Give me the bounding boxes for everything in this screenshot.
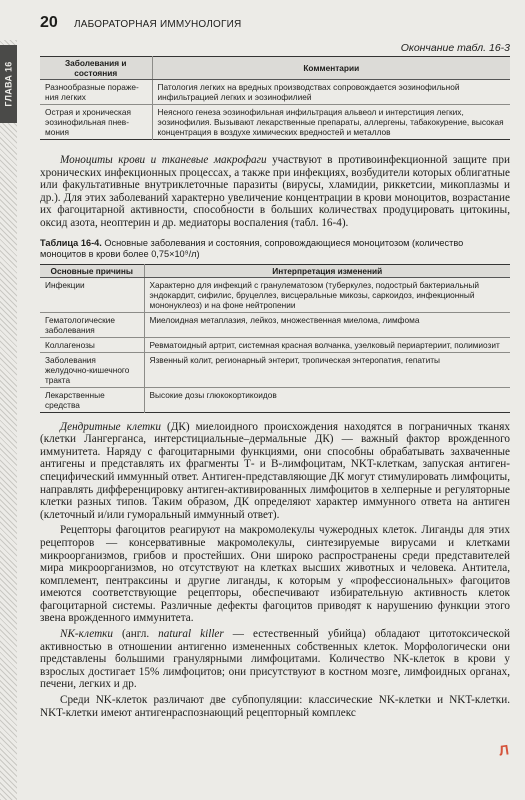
table-header-row <box>40 264 510 277</box>
table-row <box>40 312 510 337</box>
paragraph-text: (англ. <box>113 628 159 641</box>
paragraph-dendritic-cells <box>40 421 510 522</box>
column-header-interpretation: Интерпретация изменений <box>144 264 510 277</box>
column-header-causes: Основные причины <box>40 264 144 277</box>
table-cell-cause: Заболевания желудочно-кишечного тракта <box>40 352 144 387</box>
table-cell-disease: Острая и хроническая эозинофильная пнев-мония <box>40 105 152 140</box>
paragraph-lead-term: Моноциты крови и тканевые макрофаги <box>60 154 267 166</box>
table-cell-cause: Коллагенозы <box>40 337 144 352</box>
paragraph-english-term: natural killer <box>158 628 224 641</box>
running-title: ЛАБОРАТОРНАЯ ИММУНОЛОГИЯ <box>74 19 242 30</box>
table-row <box>40 80 510 105</box>
table-16-3-end <box>40 56 510 140</box>
table-cell-interpretation: Высокие дозы глюкокортикоидов <box>149 389 277 400</box>
table-cell-interpretation: Язвенный колит, регионарный энтерит, тропическая энтеропатия, гепатиты <box>144 352 510 387</box>
table-cell-interpretation: Ревматоидный артрит, системная красная волчанка, узелковый периартериит, полимиозит <box>144 337 510 352</box>
page-content <box>40 40 510 719</box>
table-row <box>40 387 510 412</box>
paragraph-nk-cells <box>40 628 510 691</box>
table-header-row <box>40 57 510 80</box>
paragraph-lead-term: Дендритные клетки <box>60 420 162 433</box>
table-cell-comment: Неясного генеза эозинофильная инфильтрация альвеол и интерстиция легких, эозинофилия. Вызывают лекарственные препараты, аллергены, табакокурение, высокая концентрация в воздухе химических вредностей и металлов <box>157 107 504 137</box>
table-row <box>40 105 510 140</box>
table-cell-interpretation: Характерно для инфекций с гранулематозом (туберкулез, подострый бактериальный эндокардит, сифилис, бруцеллез, висцеральные микозы, саркоидоз, инфекционный мононуклеоз) и на фоне нейтропении <box>144 277 510 312</box>
table-row <box>40 352 510 387</box>
table-cell-cause: Инфекции <box>40 277 144 312</box>
paragraph-lead-term: NK-клетки <box>60 628 113 641</box>
paragraph-text: участвуют в противоинфекционной защите при хронических инфекционных процессах, а также при инфекциях, возбудители которых облигатные или факультативные внутриклеточные паразиты (вирусы, хламидии, риккетсии, микоплазмы и др.). Для этих заболеваний характерно увеличение концентрации в крови моноцитов, возрастание их фагоцитарной активности, способности в больших количествах продуцировать цитокины, оксид азота, неоптерин и др. медиаторы воспаления (табл. 16-4). <box>40 154 510 229</box>
table-caption-text: Основные заболевания и состояния, сопровождающиеся моноцитозом (количество моноцитов в крови более 0,75×10⁹/л) <box>40 237 464 259</box>
table-16-4-caption <box>40 238 510 260</box>
paragraph-nk-subpopulations: Среди NK-клеток различают две субпопуляции: классические NK-клетки и NKT-клетки. NKT-клетки имеют антигенраспознающий рецепторный комплекс <box>40 694 510 719</box>
table-continuation-label: Окончание табл. 16-3 <box>400 42 510 54</box>
margin-hatch-pattern <box>0 40 17 800</box>
column-header-comments: Комментарии <box>152 57 510 80</box>
paragraph-text: — естественный убийца) обладают цитотоксической активностью в отношении антигенно измененных собственных клеток. Морфологически они представлены большими гранулярными лимфоцитами. Количество NK-клеток в крови у взрослых достигает 15% лимфоцитов; они присутствуют в костном мозге, лимфоидных органах, печени, легких и др. <box>40 628 510 691</box>
paragraph-monocytes <box>40 154 510 230</box>
table-row <box>40 337 510 352</box>
paragraph-text: (ДК) миелоидного происхождения находятся в пограничных тканях (клетки Лангерганса, интерстициальные–дермальные ДК) — важный фактор врожденного иммунитета. Наряду с фагоцитарными функциями, они способны обрабатывать захваченные антигены и представлять их фрагменты Т- и В-лимфоцитам, NKT-клеткам, запуская антиген-специфический иммунный ответ. Антиген-представляющие ДК могут стимулировать лимфоциты, направлять дифференцировку антиген-активированных лимфоцитов в хелперные и регуляторные клетки разных типов. Таким образом, ДК определяют характер иммунного ответа на антиген (клеточный и/или гуморальный иммунный ответ). <box>40 420 510 521</box>
column-header-diseases: Заболевания и состояния <box>40 57 152 80</box>
table-cell-disease: Разнообразные пораже-ния легких <box>40 80 152 105</box>
page-header <box>40 14 510 32</box>
table-cell-cause: Лекарственные средства <box>40 387 144 412</box>
page-number: 20 <box>40 14 58 31</box>
paragraph-phagocyte-receptors: Рецепторы фагоцитов реагируют на макромолекулы чужеродных клеток. Лиганды для этих рецепторов — консервативные макромолекулы, синтезируемые вирусами и клетками микроорганизмов, грибов и простейших. Они широко распространены среди представителей мира микроорганизмов, но отсутствуют на клетках высших животных и человека. Антитела, комплемент, пентраксины и другие лиганды, к которым у «профессиональных» фагоцитов имеются соответствующие рецепторы, обеспечивают избирательную активность клеток фагоцитарной системы. Различные дефекты фагоцитов приводят к нарушению функции этого звена врожденного иммунитета. <box>40 524 510 625</box>
chapter-tab-label: ГЛАВА 16 <box>3 61 14 107</box>
table-cell-comment: Патология легких на вредных производствах сопровождается эозинофильной инфильтрацией легких и эозинофилией <box>152 80 510 105</box>
table-cell-cause: Гематологические заболевания <box>40 312 144 337</box>
table-row <box>40 277 510 312</box>
table-cell-interpretation: Миелоидная метаплазия, лейкоз, множественная миелома, лимфома <box>144 312 510 337</box>
watermark-logo: Л <box>498 741 511 759</box>
table-16-4 <box>40 264 510 413</box>
table-caption-label: Таблица 16-4. <box>40 237 102 248</box>
chapter-tab <box>0 45 17 123</box>
